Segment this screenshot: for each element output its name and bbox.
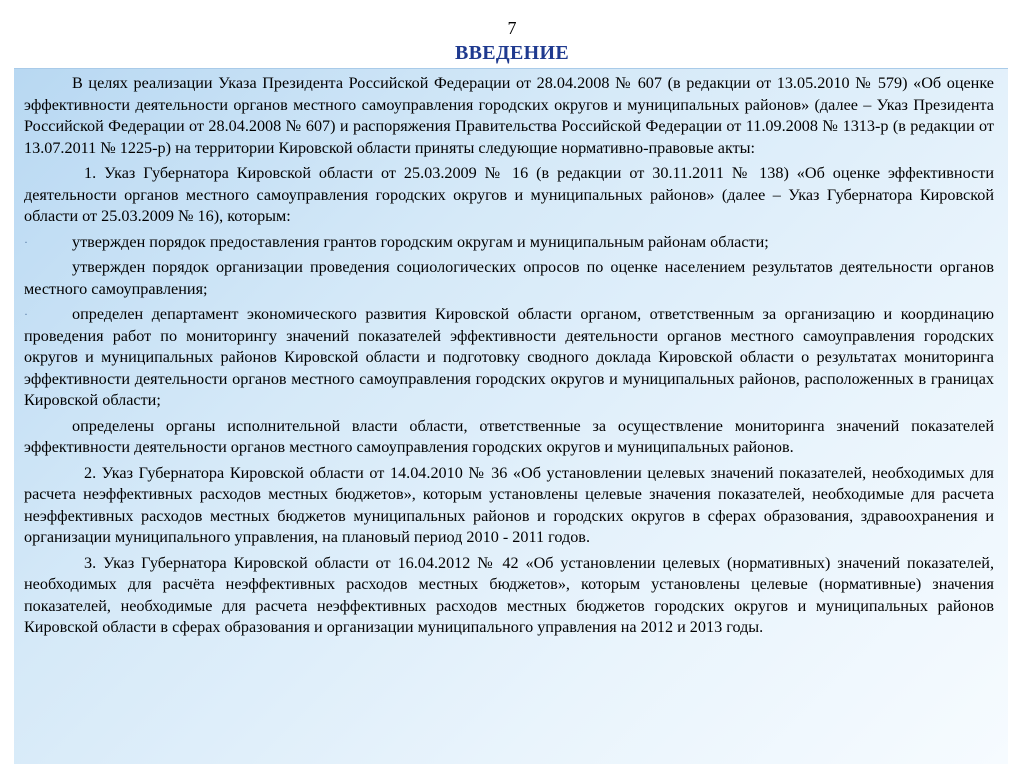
body-text [24, 73, 994, 639]
bullet-paragraph [24, 416, 994, 459]
bullet-paragraph [24, 232, 994, 254]
page-title: ВВЕДЕНИЕ [455, 42, 569, 64]
bullet-paragraph [24, 304, 994, 412]
bullet-marker-icon: · [24, 234, 28, 249]
bullet-text: определен департамент экономического развития Кировской области органом, ответственным за организацию и координацию проведения работ по мониторингу значений показателей эффективности деятельности органов местного самоуправления городских округов и муниципальных районов Кировской области и подготовку сводного доклада Кировской области о результатах мониторинга эффективности деятельности органов местного самоуправления городских округов и муниципальных районов, расположенных в границах Кировской области; [24, 305, 994, 409]
bullet-text: утвержден порядок предоставления грантов городским округам и муниципальным районам области; [72, 232, 769, 251]
bullet-marker-icon: · [24, 307, 28, 321]
bullet-paragraph [24, 257, 994, 300]
page-number: 7 [507, 18, 517, 38]
bullet-text: утвержден порядок организации проведения социологических опросов по оценке населением результатов деятельности органов местного самоуправления; [24, 258, 994, 298]
item-paragraph-1: 1. Указ Губернатора Кировской области от 25.03.2009 № 16 (в редакции от 30.11.2011 № 138) «Об оценке эффективности деятельности органов местного самоуправления городских округов и муниципальных районов» (далее – Указ Губернатора Кировской области от 25.03.2009 № 16), которым: [24, 164, 994, 225]
intro-paragraph: В целях реализации Указа Президента Российской Федерации от 28.04.2008 № 607 (в редакции от 13.05.2010 № 579) «Об оценке эффективности деятельности органов местного самоуправления городских округов и муниципальных районов» (далее – Указ Президента Российской Федерации от 28.04.2008 № 607) и распоряжения Правительства Российской Федерации от 11.09.2008 № 1313-р (в редакции от 13.07.2011 № 1225-р) на территории Кировской области приняты следующие нормативно-правовые акты: [24, 74, 994, 157]
item-paragraph-3: 3. Указ Губернатора Кировской области от 16.04.2012 № 42 «Об установлении целевых (нормативных) значений показателей, необходимых для расчёта неэффективных расходов местных бюджетов», которым установлены целевые (нормативные) значения показателей, необходимые для расчета неэффективных расходов местных бюджетов городских округов и муниципальных районов Кировской области в сферах образования и организации муниципального управления на 2012 и 2013 годы. [24, 553, 994, 636]
bullet-text: определены органы исполнительной власти области, ответственные за осуществление мониторинга значений показателей эффективности деятельности органов местного самоуправления городских округов и муниципальных районов. [24, 416, 994, 456]
item-paragraph-2: 2. Указ Губернатора Кировской области от 14.04.2010 № 36 «Об установлении целевых значений показателей, необходимых для расчета неэффективных расходов местных бюджетов», которым установлены целевые значения показателей, необходимые для расчета неэффективных расходов местных бюджетов муниципальных районов и городских округов в сферах образования, здравоохранения и организации муниципального управления, на плановый период 2010 - 2011 годов. [24, 463, 994, 546]
